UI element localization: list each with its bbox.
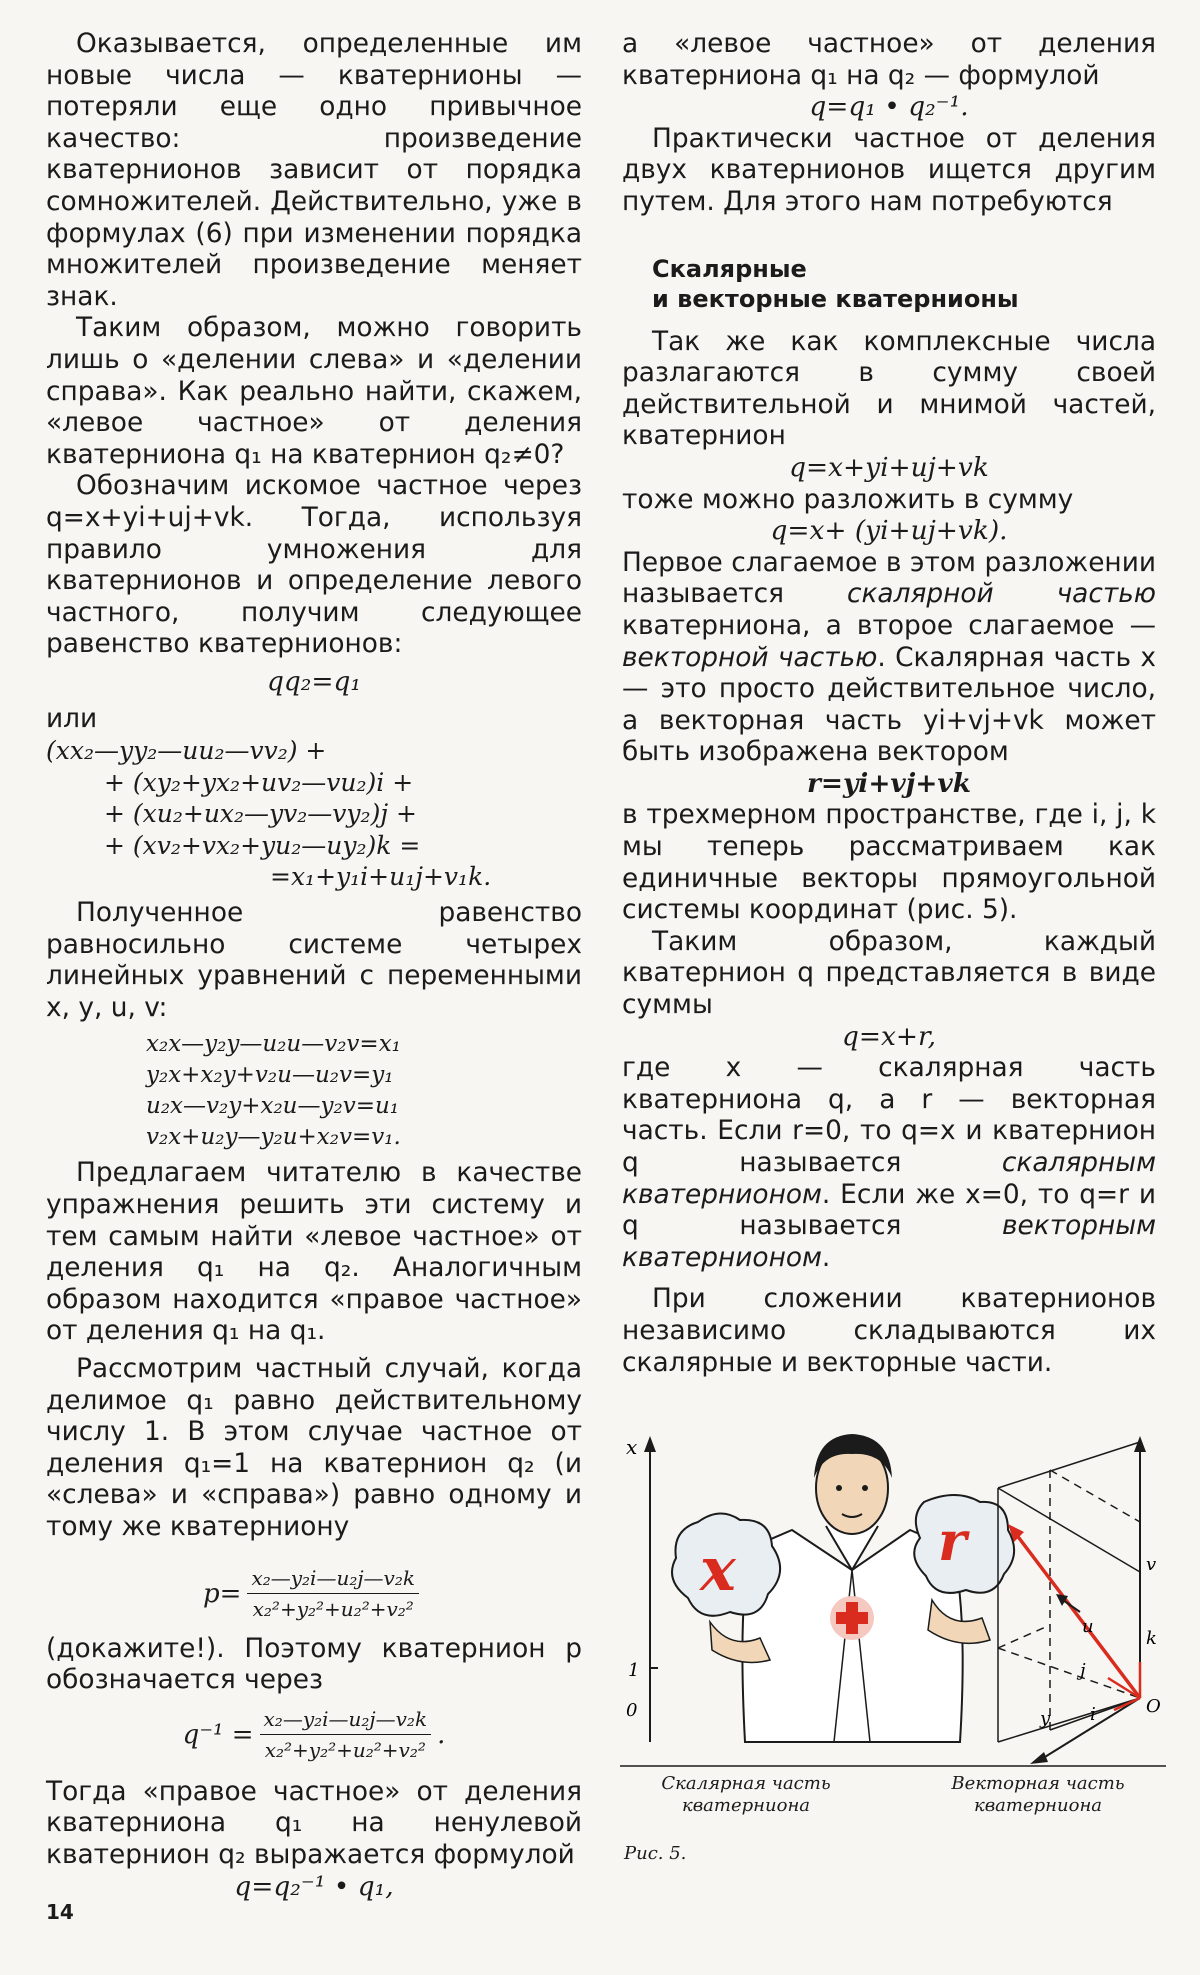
bubble-left-letter: x	[700, 1535, 736, 1605]
left-column	[46, 28, 582, 1902]
tick-0: 0	[626, 1700, 638, 1721]
fraction-numerator: x₂—y₂i—u₂j—v₂k	[247, 1566, 419, 1594]
figure-5	[620, 1430, 1166, 1770]
text-run: . Скалярная часть x — это просто действительное число, а векторная часть yi+vj+vk может быть изображена вектором	[622, 641, 1156, 768]
formula-product: qq₂=q₁	[267, 665, 361, 697]
page-number: 14	[46, 1900, 74, 1924]
formula-inverse-fraction	[46, 1698, 582, 1772]
equation-line: + (xu₂+ux₂—yv₂—vy₂)j +	[104, 799, 417, 829]
paragraph: в трехмерном пространстве, где i, j, k мы теперь рассматриваем как единичные векторы прямоугольной системы координат (рис. 5).	[622, 799, 1156, 926]
fraction-denominator: x₂²+y₂²+u₂²+v₂²	[252, 1597, 414, 1622]
text-run: где x — скалярная часть кватерниона q, а r — векторная часть. Если r=0, то q=x и кватернион q называется	[622, 1052, 1156, 1178]
equation-line: (xx₂—yy₂—uu₂—vv₂) +	[46, 736, 327, 766]
paragraph: Таким образом, каждый кватернион q представляется в виде суммы	[622, 925, 1156, 1021]
label-j: j	[1080, 1660, 1086, 1681]
term-vector-part: векторной частью	[622, 641, 878, 673]
caption-line: Скалярная часть	[661, 1773, 831, 1794]
equation-line: + (xv₂+vx₂+yu₂—uy₂)k =	[104, 830, 421, 860]
label-u: u	[1082, 1616, 1094, 1637]
paragraph-or: или	[46, 703, 98, 735]
formula-lhs: p=	[203, 1578, 242, 1609]
caption-line: Векторная часть	[951, 1773, 1125, 1794]
system-line: x₂x—y₂y—u₂u—v₂v=x₁	[146, 1031, 401, 1058]
paragraph: Тогда «правое частное» от деления кватерниона q₁ на ненулевой кватернион q₂ выражается формулой	[46, 1775, 582, 1870]
text-run: . Если же x=0, то q=r и q называется	[622, 1178, 1156, 1242]
vector-diagram	[998, 1436, 1146, 1764]
formula-vector: r=yi+vj+vk	[806, 767, 972, 799]
system-line: y₂x+x₂y+v₂u—u₂v=y₁	[146, 1062, 394, 1089]
paragraph: Полученное равенство равносильно системе четырех линейных уравнений с переменными x, y, u, v:	[46, 897, 582, 1023]
formula-p-fraction	[46, 1557, 582, 1631]
paragraph: При сложении кватернионов независимо складываются их скалярные и векторные части.	[622, 1283, 1156, 1378]
paragraph: Обозначим искомое частное через q=x+yi+uj+vk. Тогда, используя правило умножения для кватернионов и определение левого частного, получим следующее равенство кватернионов:	[46, 470, 582, 660]
formula-right-quotient: q=q₂⁻¹ • q₁,	[234, 1870, 394, 1902]
system-line: v₂x+u₂y—y₂u+x₂v=v₁.	[146, 1124, 401, 1151]
caption-vector	[928, 1773, 1148, 1817]
paragraph: Так же как комплексные числа разлагаются в сумму своей действительной и мнимой частей, кватернион	[622, 325, 1156, 452]
term-vector-quaternion: векторным кватернионом	[622, 1210, 1156, 1273]
label-y: y	[1040, 1708, 1051, 1729]
term-scalar-quaternion: скалярным кватернионом	[622, 1147, 1156, 1210]
label-k: k	[1146, 1628, 1157, 1649]
label-i: i	[1090, 1704, 1096, 1725]
formula-lhs: q⁻¹ =	[182, 1719, 254, 1750]
text-run: .	[821, 1241, 831, 1273]
text-run: кватерниона, а второе слагаемое —	[622, 609, 1156, 641]
vector-r-arrow	[1016, 1534, 1140, 1698]
paragraph	[622, 1052, 1156, 1273]
paragraph: тоже можно разложить в сумму	[622, 483, 1074, 515]
caption-scalar	[636, 1773, 856, 1817]
caption-line: кватерниона	[973, 1795, 1103, 1816]
tick-1: 1	[628, 1660, 640, 1681]
term-scalar-part: скалярной частью	[846, 578, 1156, 610]
formula-sum: q=x+ (yi+uj+vk).	[770, 515, 1008, 547]
section-heading-line1: Скалярные	[652, 254, 807, 283]
fraction-numerator: x₂—y₂i—u₂j—v₂k	[260, 1707, 432, 1735]
paragraph: Рассмотрим частный случай, когда делимое q₁ равно действительному числу 1. В этом случае частное от деления q₁=1 на кватернион q₂ (и «слева» и «справа») равно одному и тому же кватерниону	[46, 1352, 582, 1542]
equation-line: =x₁+y₁i+u₁j+v₁k.	[270, 862, 492, 892]
paragraph: (докажите!). Поэтому кватернион p обозначается через	[46, 1632, 582, 1696]
fraction	[260, 1707, 432, 1762]
formula-x-plus-r: q=x+r,	[841, 1020, 937, 1052]
paragraph: Оказывается, определенные им новые числа — кватернионы — потеряли еще одно привычное качество: произведение кватернионов зависит от порядка сомножителей. Действительно, уже в формулах (6) при изменении порядка множителей произведение меняет знак.	[46, 28, 582, 312]
formula-quaternion: q=x+yi+uj+vk	[789, 451, 989, 483]
label-v: v	[1146, 1554, 1157, 1575]
formula-end: .	[437, 1719, 446, 1750]
section-heading-line2: и векторные кватернионы	[652, 284, 1019, 313]
formula-left-quotient: q=q₁ • q₂⁻¹.	[809, 91, 969, 123]
quaternion-product-equation	[46, 735, 582, 893]
text-run: Первое слагаемое в этом разложении называется	[622, 546, 1156, 610]
system-line: u₂x—v₂y+x₂u—y₂v=u₁	[146, 1093, 399, 1120]
bubble-right-letter: r	[938, 1509, 967, 1573]
axis-label-x: x	[626, 1435, 638, 1459]
paragraph: Практически частное от деления двух кватернионов ищется другим путем. Для этого нам потребуются	[622, 122, 1156, 217]
paragraph: а «левое частное» от деления кватерниона q₁ на q₂ — формулой	[622, 28, 1156, 91]
axis-arrow-icon	[644, 1436, 656, 1452]
right-column	[622, 28, 1156, 1378]
paragraph	[622, 547, 1156, 768]
fraction	[247, 1566, 419, 1621]
paragraph: Таким образом, можно говорить лишь о «делении слева» и «делении справа». Как реально найти, скажем, «левое частное» от деления кватерниона q₁ на кватернион q₂≠0?	[46, 312, 582, 470]
equation-line: + (xy₂+yx₂+uv₂—vu₂)i +	[104, 767, 414, 797]
caption-line: кватерниона	[681, 1795, 811, 1816]
paragraph: Предлагаем читателю в качестве упражнения решить эти систему и тем самым найти «левое частное» от деления q₁ на q₂. Аналогичным образом находится «правое частное» от деления q₁ на q₁.	[46, 1157, 582, 1347]
figure-label: Рис. 5.	[624, 1843, 687, 1864]
label-O: O	[1146, 1696, 1161, 1717]
fraction-denominator: x₂²+y₂²+u₂²+v₂²	[264, 1738, 426, 1763]
linear-system	[146, 1029, 582, 1153]
